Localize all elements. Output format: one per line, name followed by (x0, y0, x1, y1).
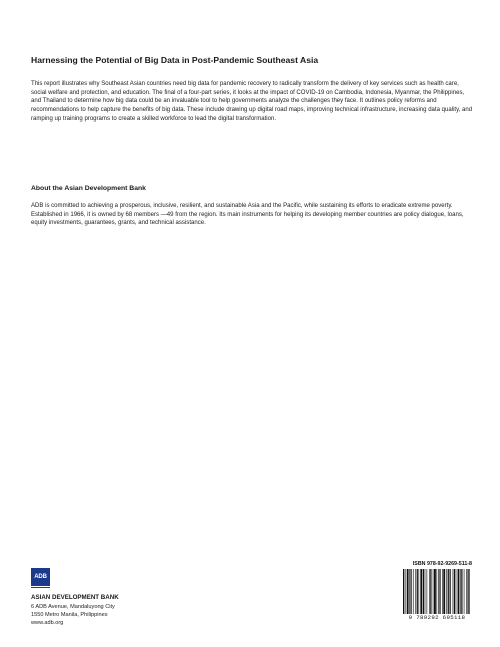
barcode-bar (415, 569, 416, 614)
barcode-bar (436, 569, 437, 614)
barcode-bar (405, 569, 406, 614)
logo-underline (31, 587, 50, 588)
barcode-bar (460, 569, 461, 614)
barcode-bar (403, 569, 404, 614)
about-body: ADB is committed to achieving a prosperous, inclusive, resilient, and sustainable Asia and the Pacific, while sustaining its efforts to eradicate extreme poverty. Established in 1966, it is owned by 68 members —49 from the region. Its main instruments for helping its developing member countries are policy dialogue, loans, equity investments, guarantees, grants, and technical assistance. (31, 203, 464, 227)
barcode-bar (433, 569, 434, 614)
barcode-bar (407, 569, 409, 614)
website-link[interactable]: www.adb.org (31, 620, 64, 626)
org-name: ASIAN DEVELOPMENT BANK (31, 594, 119, 601)
barcode-bar (461, 569, 462, 614)
barcode-bar (442, 569, 443, 614)
barcode-digits: 9 789292 695118 (408, 614, 466, 621)
barcode-bar (430, 569, 431, 614)
address-line-1: 6 ADB Avenue, Mandaluyong City (31, 604, 115, 610)
barcode-bar (409, 569, 410, 614)
barcode-bar (453, 569, 454, 614)
barcode-bar (425, 569, 426, 614)
barcode-bar (443, 569, 445, 614)
barcode-bar (464, 569, 465, 614)
barcode-bar (466, 569, 467, 614)
barcode-bar (458, 569, 460, 614)
barcode-bar (427, 569, 428, 614)
barcode-bar (440, 569, 441, 614)
isbn-label: ISBN 978-92-9269-511-8 (412, 561, 472, 567)
adb-logo-text: ADB (34, 574, 47, 580)
barcode-bar (469, 569, 470, 614)
adb-logo (31, 568, 50, 586)
barcode-bar (434, 569, 436, 614)
barcode-bar (420, 569, 422, 614)
barcode-bar (438, 569, 439, 614)
report-summary: This report illustrates why Southeast Asian countries need big data for pandemic recovery to radically transform the delivery of key services such as health care, social welfare and protection, and education. The final of a four-part series, it looks at the impact of COVID-19 on Cambodia, Indonesia, Myanmar, the Philippines, and Thailand to determine how big data could be an invaluable tool to help governments analyze the challenges they face. It outlines policy reforms and recommendations to help capture the benefits of big data. These include drawing up digital road maps, improving technical infrastructure, increasing data quality, and ramping up training programs to create a skilled workforce to lead the digital transformation. (31, 81, 473, 122)
barcode-bar (413, 569, 414, 614)
barcode-bar (448, 569, 449, 614)
barcode-bar (419, 569, 420, 614)
barcode-bar (456, 569, 457, 614)
barcode-bar (454, 569, 455, 614)
barcode-bar (467, 569, 468, 614)
barcode-bar (450, 569, 451, 614)
barcode-bar (446, 569, 447, 614)
about-heading: About the Asian Development Bank (31, 185, 146, 192)
report-title: Harnessing the Potential of Big Data in Post-Pandemic Southeast Asia (31, 55, 319, 65)
isbn-barcode (402, 569, 472, 614)
barcode-bar (417, 569, 418, 614)
barcode-bar (429, 569, 430, 614)
barcode-bar (410, 569, 411, 614)
barcode-bar (423, 569, 424, 614)
address-line-2: 1550 Metro Manila, Philippines (31, 612, 108, 618)
